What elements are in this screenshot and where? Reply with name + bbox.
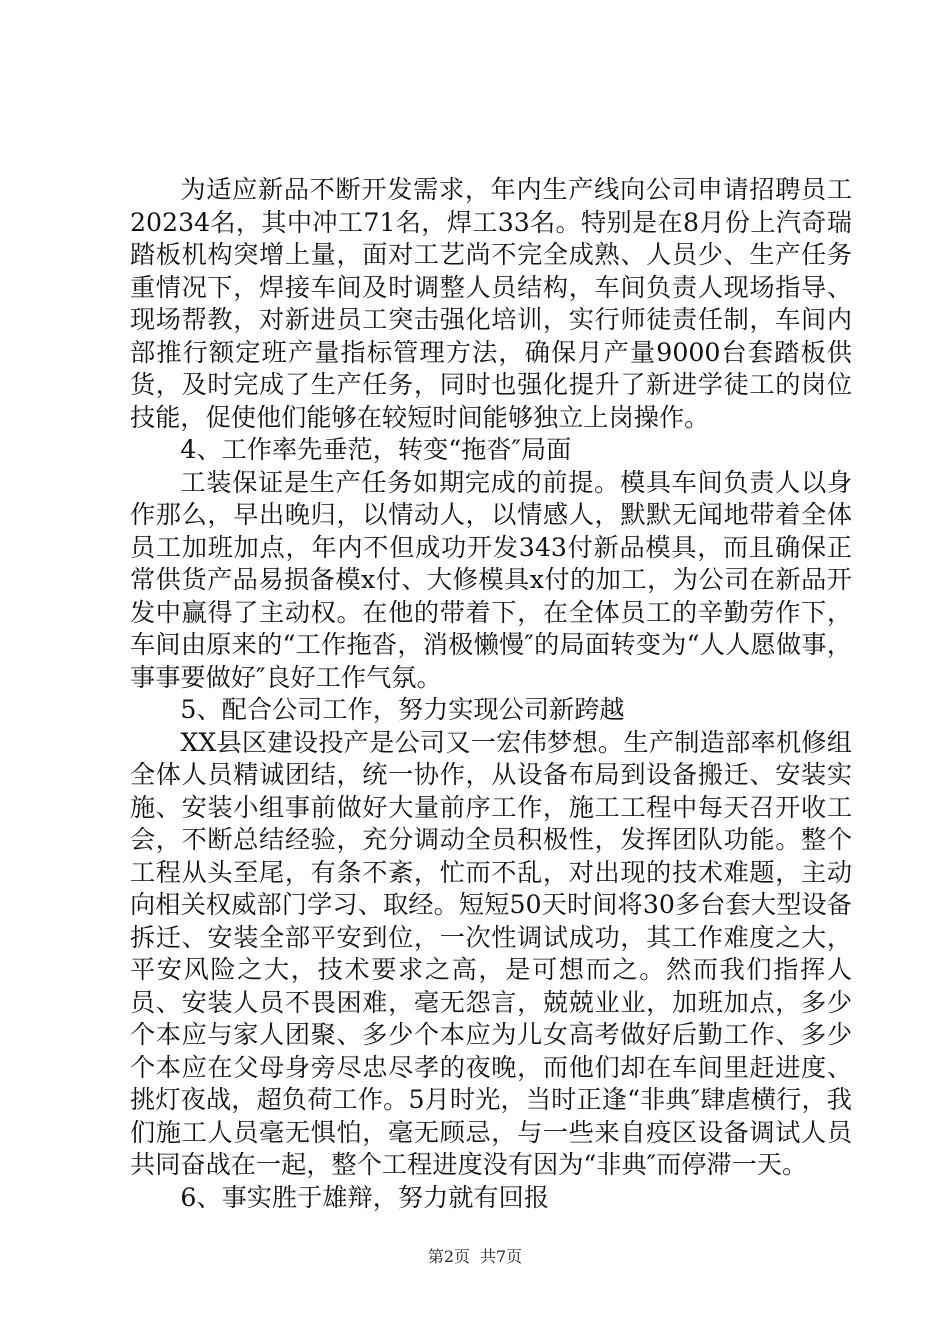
section-heading-5: 5、配合公司工作，努力实现公司新跨越 (180, 695, 625, 724)
paragraph-tooling: 工装保证是生产任务如期完成的前提。模具车间负责人以身作那么，早出晚归，以情动人，以情感人，默默无闻地带着全体员工加班加点，年内不但成功开发343付新品模具，而且确保正常供货产品易损备模x付、大修模具x付的加工，为公司在新品开发中赢得了主动权。在他的带着下，在全体员工的辛勤劳作下，车间由原来的“工作拖沓，消极懒慢″的局面转变为“人人愿做事，事事要做好″良好工作气氛。 (130, 467, 852, 692)
page-footer (0, 1244, 950, 1267)
paragraph-recruitment: 为适应新品不断开发需求，年内生产线向公司申请招聘员工20234名，其中冲工71名，焊工33名。特别是在8月份上汽奇瑞踏板机构突增上量，面对工艺尚不完全成熟、人员少、生产任务重情况下，焊接车间及时调整人员结构，车间负责人现场指导、现场帮教，对新进员工突击强化培训，实行师徒责任制，车间内部推行额定班产量指标管理方法，确保月产量9000台套踏板供货，及时完成了生产任务，同时也强化提升了新进学徒工的岗位技能，促使他们能够在较短时间能够独立上岗操作。 (130, 175, 852, 432)
paragraph-construction: XX县区建设投产是公司又一宏伟梦想。生产制造部率机修组全体人员精诚团结，统一协作，从设备布局到设备搬迁、安装实施、安装小组事前做好大量前序工作，施工工程中每天召开收工会，不断总结经验，充分调动全员积极性，发挥团队功能。整个工程从头至尾，有条不紊，忙而不乱，对出现的技术难题，主动向相关权威部门学习、取经。短短50天时间将30多台套大型设备拆迁、安装全部平安到位，一次性调试成功，其工作难度之大，平安风险之大，技术要求之高，是可想而之。然而我们指挥人员、安装人员不畏困难，毫无怨言，兢兢业业，加班加点，多少个本应与家人团聚、多少个本应为儿女高考做好后勤工作、多少个本应在父母身旁尽忠尽孝的夜晚，而他们却在车间里赶进度、挑灯夜战，超负荷工作。5月时光，当时正逢“非典″肆虐横行，我们施工人员毫无惧怕，毫无顾忌，与一些来自疫区设备调试人员共同奋战在一起，整个工程进度没有因为“非典″而停滞一天。 (130, 727, 852, 1179)
page-number: 第2页 (427, 1247, 470, 1266)
section-heading-6: 6、事实胜于雄辩，努力就有回报 (180, 1182, 550, 1212)
page-total: 共7页 (480, 1247, 523, 1266)
section-heading-4: 4、工作率先垂范，转变“拖沓″局面 (180, 435, 572, 464)
document-body (130, 174, 852, 1214)
